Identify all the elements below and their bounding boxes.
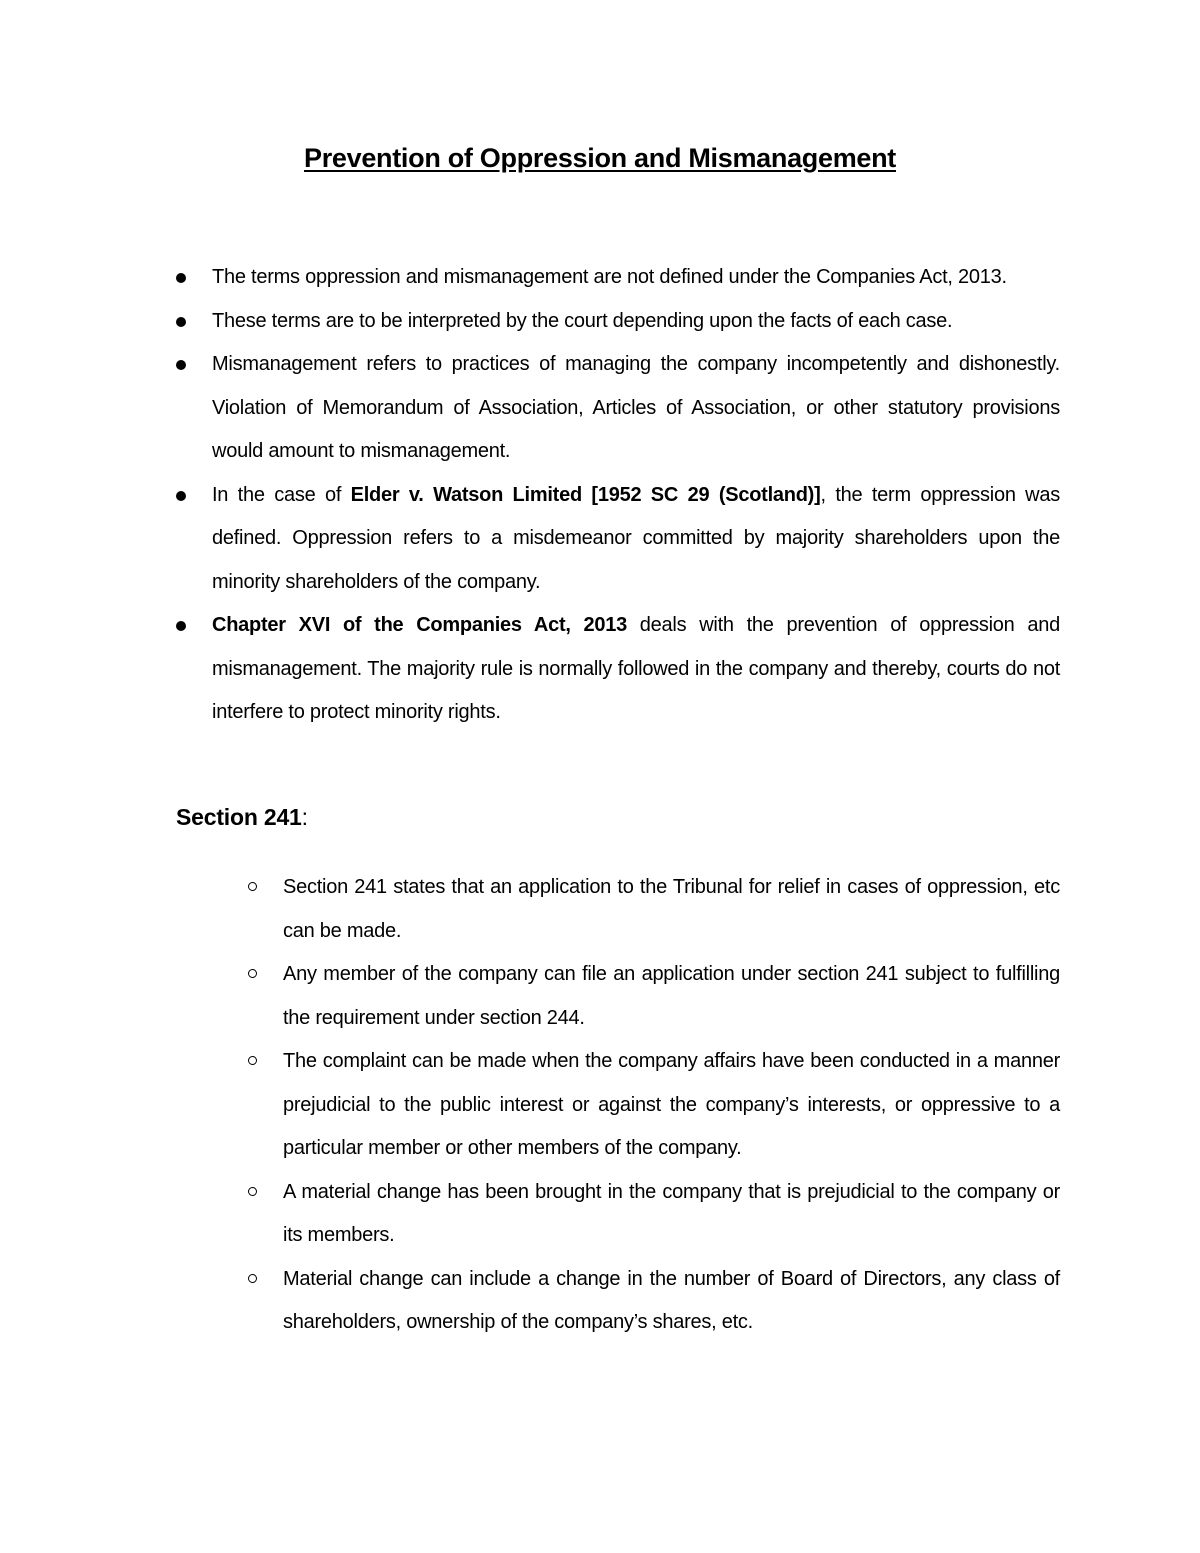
circle-bullet-icon (248, 969, 257, 978)
list-item-text (212, 256, 1060, 300)
sub-list-item-text: A material change has been brought in the company that is prejudicial to the company or its members. (283, 1180, 1060, 1246)
list-item-text (212, 604, 1060, 735)
section-heading-text: Section 241 (176, 804, 302, 830)
sub-list-item-text: The complaint can be made when the company affairs have been conducted in a manner prejudicial to the public interest or against the company’s interests, or oppressive to a particular member or other members of the company. (283, 1050, 1060, 1159)
text-segment: Mismanagement refers to practices of managing the company incompetently and dishonestly. Violation of Memorandum of Association, Articles of Association, or other statutory provisions would amount to mismanagement. (212, 353, 1060, 462)
text-segment: deals with the prevention of oppression and mismanagement. The majority rule is normally followed in the company and thereby, courts do not interfere to protect minority rights. (212, 614, 1060, 723)
bullet-dot-icon (176, 273, 186, 283)
text-segment: These terms are to be interpreted by the court depending upon the facts of each case. (212, 309, 953, 332)
list-item-text (212, 474, 1060, 605)
sub-list-item-text: Any member of the company can file an application under section 241 subject to fulfilling the requirement under section 244. (283, 963, 1060, 1029)
list-item (176, 474, 1060, 605)
page-title: Prevention of Oppression and Mismanagement (303, 143, 896, 173)
sub-list-item (248, 953, 1060, 1040)
sub-list-item (248, 1258, 1060, 1345)
section-heading (176, 804, 308, 831)
list-item-text (212, 300, 1060, 344)
bullet-dot-icon (176, 360, 186, 370)
list-item (176, 604, 1060, 735)
list-item (176, 343, 1060, 474)
bullet-dot-icon (176, 317, 186, 327)
list-item (176, 256, 1060, 300)
text-segment: The terms oppression and mismanagement are not defined under the Companies Act, 2013. (212, 266, 1007, 288)
section-sub-list (248, 866, 1060, 1345)
text-segment: , the term oppression was defined. Oppression refers to a misdemeanor committed by majority shareholders upon the minority shareholders of the company. (212, 483, 1061, 593)
sub-list-item-text: Section 241 states that an application to the Tribunal for relief in cases of oppression, etc can be made. (283, 876, 1060, 942)
sub-list-item (248, 1171, 1060, 1258)
circle-bullet-icon (248, 1274, 257, 1283)
case-citation: Elder v. Watson Limited [1952 SC 29 (Scotland)] (350, 483, 821, 506)
circle-bullet-icon (248, 882, 257, 891)
bullet-dot-icon (176, 621, 186, 631)
circle-bullet-icon (248, 1056, 257, 1065)
text-segment: In the case of (212, 483, 351, 506)
list-item-text (212, 343, 1060, 474)
bullet-dot-icon (176, 491, 186, 501)
chapter-reference: Chapter XVI of the Companies Act, 2013 (212, 614, 627, 636)
bullet-list (176, 256, 1060, 735)
circle-bullet-icon (248, 1187, 257, 1196)
list-item (176, 300, 1060, 344)
section-heading-colon: : (301, 804, 308, 830)
sub-list-item-text: Material change can include a change in the number of Board of Directors, any class of shareholders, ownership of the company’s shares, etc. (283, 1267, 1060, 1333)
sub-list-item (248, 866, 1060, 953)
sub-list-item (248, 1040, 1060, 1171)
